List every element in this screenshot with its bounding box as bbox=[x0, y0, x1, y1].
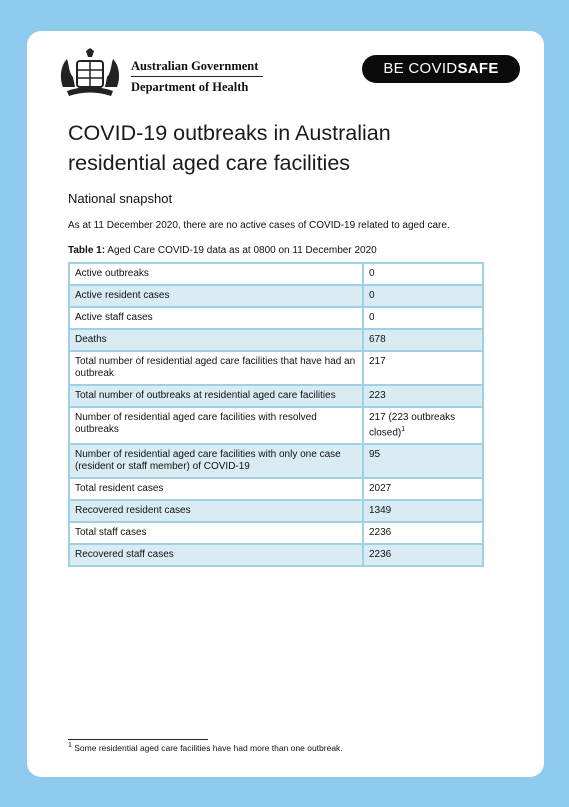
row-value bbox=[363, 385, 483, 407]
intro-text: As at 11 December 2020, there are no active cases of COVID-19 related to aged care. bbox=[68, 220, 450, 231]
row-value-text: 0 bbox=[369, 312, 375, 323]
badge-safe: SAFE bbox=[457, 60, 499, 77]
badge-be: BE bbox=[383, 60, 404, 77]
row-value bbox=[363, 329, 483, 351]
row-value-text: 0 bbox=[369, 268, 375, 279]
row-value bbox=[363, 351, 483, 385]
row-label: Recovered resident cases bbox=[69, 500, 363, 522]
row-value-text: 678 bbox=[369, 334, 386, 345]
badge-covid: COVID bbox=[408, 60, 458, 77]
row-label: Active resident cases bbox=[69, 285, 363, 307]
table-caption-text: Aged Care COVID-19 data as at 0800 on 11 December 2020 bbox=[105, 245, 377, 256]
row-label: Active outbreaks bbox=[69, 263, 363, 285]
row-label: Recovered staff cases bbox=[69, 544, 363, 566]
row-value bbox=[363, 500, 483, 522]
row-value bbox=[363, 307, 483, 329]
row-label: Total resident cases bbox=[69, 478, 363, 500]
row-label: Active staff cases bbox=[69, 307, 363, 329]
table-row bbox=[69, 478, 483, 500]
header bbox=[55, 47, 520, 103]
row-value-text: 2027 bbox=[369, 483, 392, 495]
coat-of-arms-icon bbox=[55, 47, 125, 99]
table-caption-label: Table 1: bbox=[68, 245, 106, 256]
table-row bbox=[69, 329, 483, 351]
table-row bbox=[69, 351, 483, 385]
row-label: Number of residential aged care facilities with only one case (resident or staff member) of COVID-19 bbox=[69, 444, 363, 478]
footnote-marker: 1 bbox=[68, 742, 72, 749]
row-value-text: 217 bbox=[369, 356, 386, 367]
table-row bbox=[69, 444, 483, 478]
footnote-reference: 1 bbox=[401, 426, 406, 433]
wordmark-divider bbox=[131, 76, 263, 77]
footnote-text: Some residential aged care facilities have had more than one outbreak. bbox=[71, 742, 343, 753]
table-row bbox=[69, 544, 483, 566]
table-row bbox=[69, 263, 483, 285]
row-label: Number of residential aged care facilities with resolved outbreaks bbox=[69, 407, 363, 444]
table-row bbox=[69, 307, 483, 329]
row-value-text: 223 bbox=[369, 390, 386, 401]
row-value-text: 217 (223 outbreaks closed) bbox=[369, 412, 456, 439]
aged-care-data-table bbox=[68, 262, 484, 567]
row-label: Total number of outbreaks at residential aged care facilities bbox=[69, 385, 363, 407]
row-value bbox=[363, 407, 483, 444]
row-label: Total number of residential aged care facilities that have had an outbreak bbox=[69, 351, 363, 385]
row-value bbox=[363, 263, 483, 285]
row-value bbox=[363, 444, 483, 478]
row-value-text: 2236 bbox=[369, 549, 392, 561]
table-row bbox=[69, 522, 483, 544]
row-label: Deaths bbox=[69, 329, 363, 351]
row-value bbox=[363, 522, 483, 544]
row-value bbox=[363, 478, 483, 500]
covidsafe-badge bbox=[362, 55, 520, 83]
row-value bbox=[363, 285, 483, 307]
row-value-text: 1349 bbox=[369, 505, 392, 517]
table-caption bbox=[68, 245, 377, 256]
table-row bbox=[69, 385, 483, 407]
page-title: COVID-19 outbreaks in Australian residential aged care facilities bbox=[68, 121, 391, 175]
table-row bbox=[69, 407, 483, 444]
row-value-text: 2236 bbox=[369, 527, 392, 539]
row-value-text: 95 bbox=[369, 449, 381, 461]
row-value-text: 0 bbox=[369, 290, 375, 301]
government-wordmark bbox=[131, 58, 263, 96]
row-value bbox=[363, 544, 483, 566]
footnote-divider bbox=[68, 739, 208, 740]
row-label: Total staff cases bbox=[69, 522, 363, 544]
government-name: Australian Government bbox=[131, 59, 259, 73]
table-row bbox=[69, 285, 483, 307]
department-name: Department of Health bbox=[131, 80, 249, 94]
table-row bbox=[69, 500, 483, 522]
footnote bbox=[68, 742, 343, 753]
document-page bbox=[27, 31, 544, 777]
page-subtitle: National snapshot bbox=[68, 191, 173, 206]
